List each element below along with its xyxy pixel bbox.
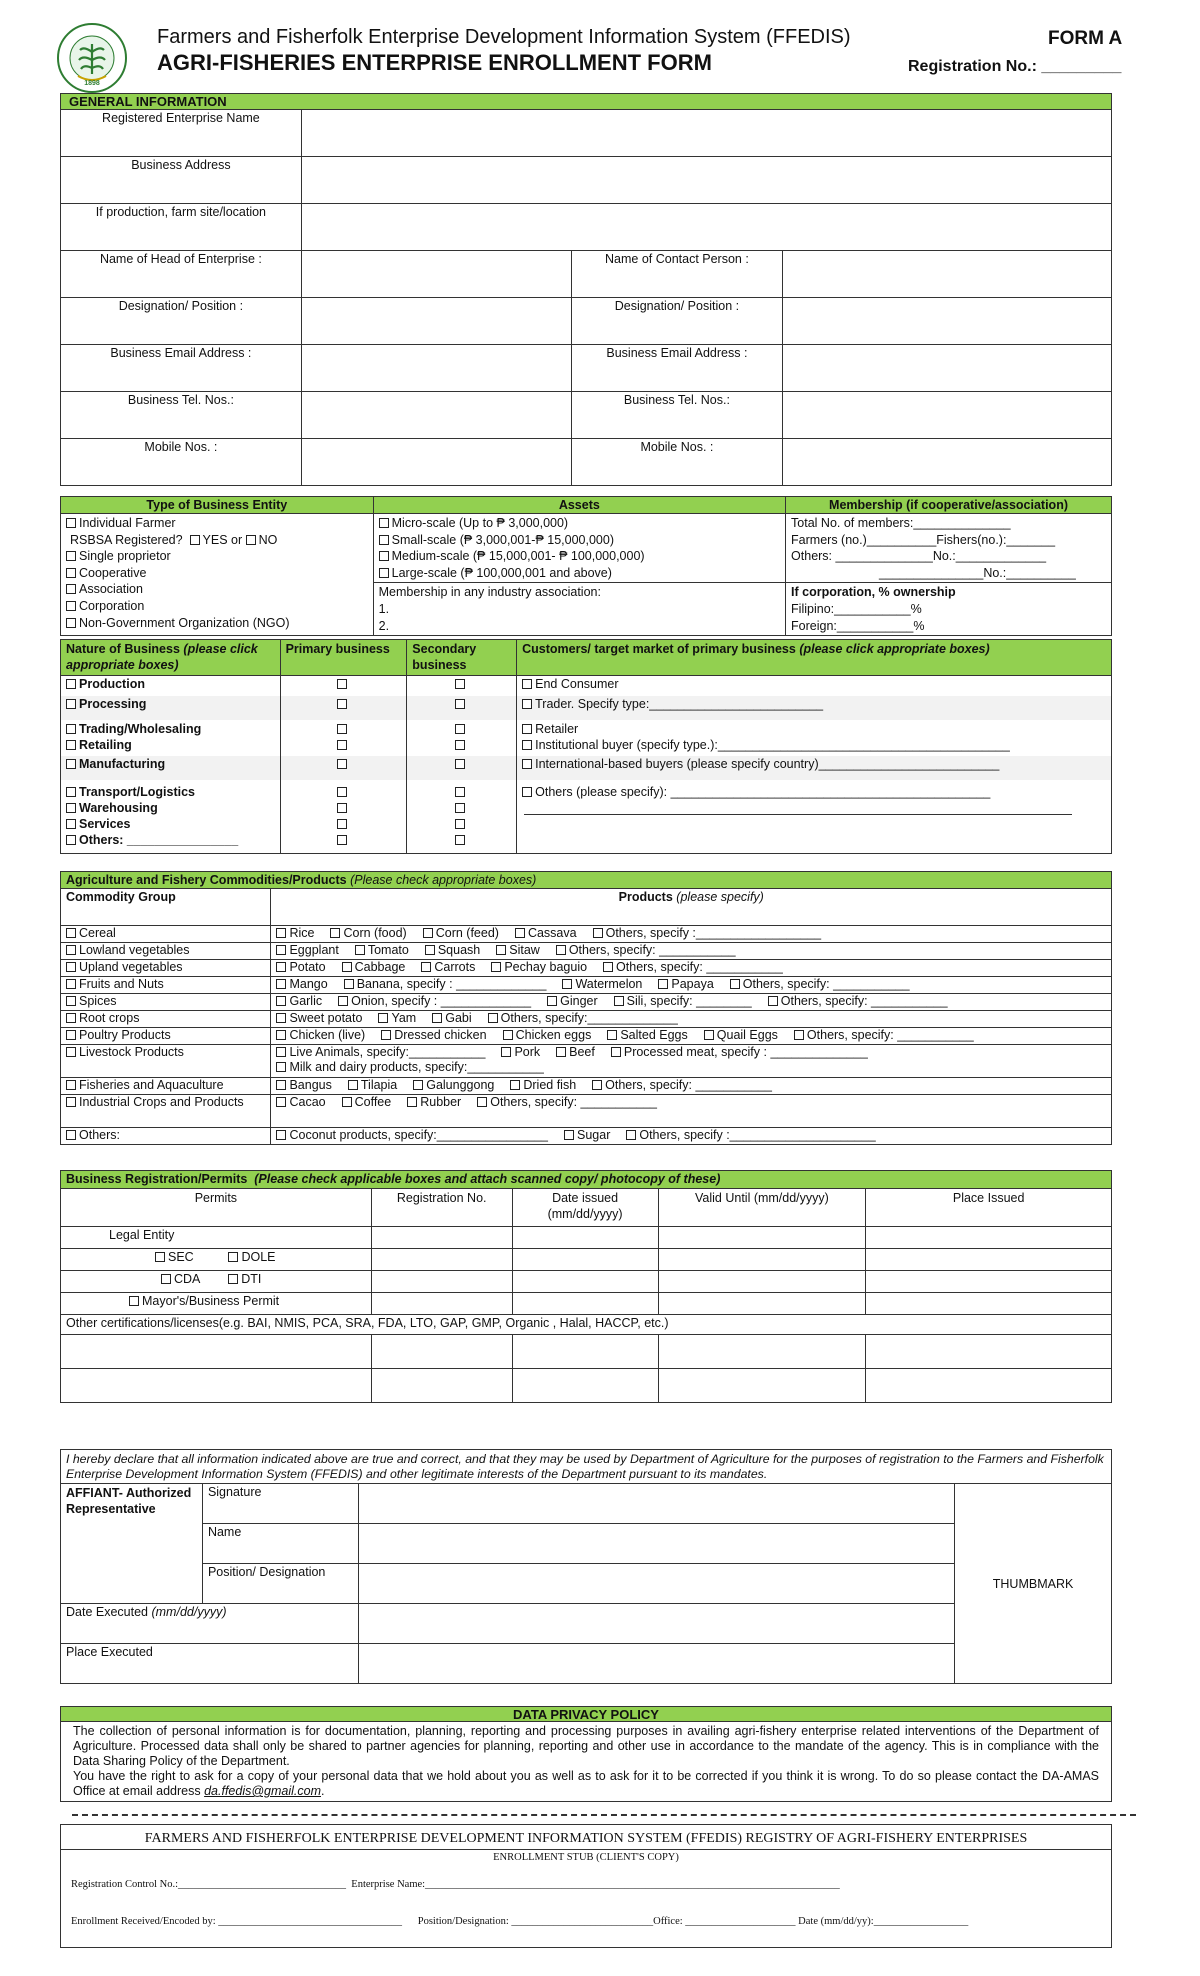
product-option[interactable]: Mango	[276, 977, 327, 991]
product-option[interactable]: Sweet potato	[276, 1011, 362, 1025]
head-designation-label: Designation/ Position :	[61, 298, 302, 345]
corporation-ownership-title: If corporation, % ownership	[791, 585, 956, 600]
product-option[interactable]: Others, specify: ___________	[768, 994, 948, 1008]
contact-email-field[interactable]	[783, 345, 1112, 392]
commodity-products	[271, 994, 1112, 1011]
checkbox-icon[interactable]	[66, 584, 76, 594]
farmers-fishers[interactable]: Farmers (no.)__________Fishers(no.):_______	[791, 532, 1056, 547]
enterprise-name-field[interactable]	[301, 110, 1111, 157]
date-issued-header: Date issued (mm/dd/yyyy)	[512, 1189, 658, 1227]
entity-association[interactable]: Association	[66, 581, 368, 598]
secondary-checkbox[interactable]	[455, 724, 465, 734]
other-cert-field[interactable]	[61, 1335, 372, 1369]
product-option[interactable]: Quail Eggs	[704, 1028, 778, 1042]
customers-title: Customers/ target market of primary business (please click appropriate boxes)	[517, 640, 1112, 676]
position-label: Position/ Designation	[202, 1564, 358, 1604]
product-option[interactable]: Chicken eggs	[503, 1028, 592, 1042]
contact-email-label: Business Email Address :	[571, 345, 783, 392]
valid-until-header: Valid Until (mm/dd/yyyy)	[658, 1189, 866, 1227]
product-option[interactable]: Sili, specify: ________	[614, 994, 752, 1008]
secondary-checkbox[interactable]	[455, 803, 465, 813]
industry-1[interactable]: 1.	[378, 601, 390, 616]
checkbox-icon[interactable]	[379, 518, 389, 528]
checkbox-icon[interactable]	[66, 819, 76, 829]
cda-checkbox[interactable]: CDA	[161, 1272, 200, 1286]
entity-individual-farmer[interactable]: Individual Farmer	[66, 515, 368, 532]
other-cert-reg-field[interactable]	[371, 1335, 512, 1369]
commodity-row	[61, 1045, 1112, 1078]
primary-checkbox[interactable]	[337, 699, 347, 709]
product-option[interactable]: Yam	[378, 1011, 416, 1025]
privacy-section	[60, 1706, 1112, 1802]
commodity-row	[61, 926, 1112, 943]
other-cert-valid-field[interactable]	[658, 1335, 866, 1369]
asset-large[interactable]: Large-scale (₱ 100,000,001 and above)	[379, 565, 780, 582]
commodities-section	[60, 871, 1112, 1145]
nature-title: Nature of Business (please click appropriate boxes)	[61, 640, 281, 676]
product-option[interactable]: Others, specify: ___________	[477, 1095, 657, 1109]
primary-checkbox[interactable]	[337, 679, 347, 689]
product-option[interactable]: Others, specify: ___________	[794, 1028, 974, 1042]
rsbsa-no-checkbox[interactable]	[246, 535, 256, 545]
contact-tel-label: Business Tel. Nos.:	[571, 392, 783, 439]
primary-checkbox[interactable]	[337, 803, 347, 813]
commodity-row	[61, 977, 1112, 994]
form-title: AGRI-FISHERIES ENTERPRISE ENROLLMENT FORM	[157, 50, 712, 75]
asset-medium[interactable]: Medium-scale (₱ 15,000,001- ₱ 100,000,000)	[379, 548, 780, 565]
checkbox-icon[interactable]	[379, 551, 389, 561]
farm-site-field[interactable]	[301, 204, 1111, 251]
checkbox-icon[interactable]	[66, 835, 76, 845]
membership-title: Membership (if cooperative/association)	[786, 497, 1112, 514]
commodity-products	[271, 1128, 1112, 1145]
filipino-ownership[interactable]: Filipino:___________%	[791, 601, 922, 616]
product-option[interactable]: Squash	[425, 943, 480, 957]
product-option[interactable]: Eggplant	[276, 943, 338, 957]
nature-row-production: Production End Consumer	[61, 676, 1112, 696]
registration-control-field[interactable]: Registration Control No.:________________________________	[71, 1879, 347, 1890]
checkbox-icon[interactable]	[522, 759, 532, 769]
permits-section	[60, 1170, 1112, 1403]
registration-number-label: Registration No.: _________	[908, 58, 1122, 75]
affiant-label: AFFIANT- Authorized Representative	[61, 1484, 203, 1604]
product-option[interactable]: Galunggong	[413, 1078, 494, 1092]
head-mobile-field[interactable]	[301, 439, 571, 486]
secondary-checkbox[interactable]	[455, 740, 465, 750]
other-certifications-label: Other certifications/licenses(e.g. BAI, NMIS, PCA, SRA, FDA, LTO, GAP, GMP, Organic , Halal, HACCP, etc.)	[61, 1315, 1112, 1335]
product-option[interactable]: Onion, specify : _____________	[338, 994, 531, 1008]
customer-end-consumer[interactable]: End Consumer	[517, 676, 1112, 696]
commodity-products	[271, 943, 1112, 960]
rsbsa-yes-checkbox[interactable]	[190, 535, 200, 545]
product-option[interactable]: Coffee	[342, 1095, 392, 1109]
entity-ngo[interactable]: Non-Government Organization (NGO)	[66, 615, 368, 632]
checkbox-icon[interactable]	[522, 699, 532, 709]
general-information-section	[60, 93, 1112, 486]
commodity-row	[61, 1011, 1112, 1028]
other-cert-date-field[interactable]	[512, 1335, 658, 1369]
commodity-row	[61, 960, 1112, 977]
customer-institutional[interactable]: Institutional buyer (specify type.):__________________________________________	[522, 737, 1106, 753]
commodity-group[interactable]: Cereal	[61, 926, 271, 943]
product-option[interactable]: Cassava	[515, 926, 577, 940]
contact-designation-label: Designation/ Position :	[571, 298, 783, 345]
product-option[interactable]: Banana, specify : _____________	[344, 977, 547, 991]
other-cert-reg-field[interactable]	[371, 1369, 512, 1403]
checkbox-icon[interactable]	[66, 518, 76, 528]
checkbox-icon[interactable]	[522, 679, 532, 689]
checkbox-icon[interactable]	[66, 551, 76, 561]
sec-dole-row	[61, 1249, 372, 1271]
privacy-title: DATA PRIVACY POLICY	[61, 1707, 1111, 1722]
primary-checkbox[interactable]	[337, 787, 347, 797]
dti-checkbox[interactable]: DTI	[228, 1272, 261, 1286]
contact-mobile-label: Mobile Nos. :	[571, 439, 783, 486]
contact-name-label: Name of Contact Person :	[571, 251, 783, 298]
checkbox-icon[interactable]	[379, 535, 389, 545]
legal-entity-label: Legal Entity	[61, 1227, 372, 1249]
seal-year: 1898	[84, 80, 100, 87]
enterprise-name-label: Registered Enterprise Name	[61, 110, 302, 157]
commodity-products	[271, 926, 1112, 943]
sec-checkbox[interactable]: SEC	[155, 1250, 194, 1264]
date-executed-field[interactable]	[358, 1604, 954, 1644]
others-members[interactable]: Others: ______________No.:_____________	[791, 549, 1047, 564]
commodity-products	[271, 1011, 1112, 1028]
registration-no-header: Registration No.	[371, 1189, 512, 1227]
product-option[interactable]: Carrots	[421, 960, 475, 974]
head-name-label: Name of Head of Enterprise :	[61, 251, 302, 298]
checkbox-icon[interactable]	[66, 568, 76, 578]
encoded-by-field[interactable]: Enrollment Received/Encoded by: ___________________________________	[71, 1916, 402, 1927]
other-cert-date-field[interactable]	[512, 1369, 658, 1403]
head-tel-label: Business Tel. Nos.:	[61, 392, 302, 439]
place-issued-header: Place Issued	[866, 1189, 1112, 1227]
signature-label: Signature	[202, 1484, 358, 1524]
customer-others[interactable]: Others (please specify): ______________________________________________	[522, 784, 1106, 800]
total-members[interactable]: Total No. of members:______________	[791, 516, 1011, 530]
checkbox-icon[interactable]	[66, 724, 76, 734]
contact-designation-field[interactable]	[783, 298, 1112, 345]
commodity-products	[271, 1045, 1112, 1078]
product-option[interactable]: Cabbage	[342, 960, 406, 974]
product-option[interactable]: Sitaw	[496, 943, 540, 957]
commodity-group[interactable]: Industrial Crops and Products	[61, 1095, 271, 1128]
contact-tel-field[interactable]	[783, 392, 1112, 439]
product-option[interactable]: Others, specify: ___________	[592, 1078, 772, 1092]
commodity-group[interactable]: Poultry Products	[61, 1028, 271, 1045]
commodity-group[interactable]: Livestock Products	[61, 1045, 271, 1078]
product-option[interactable]: Potato	[276, 960, 325, 974]
system-name: Farmers and Fisherfolk Enterprise Development Information System (FFEDIS)	[157, 26, 851, 48]
product-option[interactable]: Bangus	[276, 1078, 331, 1092]
contact-mobile-field[interactable]	[783, 439, 1112, 486]
customer-trader[interactable]: Trader. Specify type:_________________________	[517, 696, 1112, 720]
product-option[interactable]: Corn (feed)	[423, 926, 499, 940]
position-field[interactable]	[358, 1564, 954, 1604]
da-seal	[56, 22, 128, 94]
product-option[interactable]: Rubber	[407, 1095, 461, 1109]
product-option[interactable]: Chicken (live)	[276, 1028, 365, 1042]
commodity-row	[61, 1078, 1112, 1095]
checkbox-icon[interactable]	[66, 699, 76, 709]
commodity-row	[61, 943, 1112, 960]
business-entity-section	[60, 496, 1112, 636]
commodity-row	[61, 1028, 1112, 1045]
permits-title: Business Registration/Permits (Please check applicable boxes and attach scanned copy/ photocopy of these)	[61, 1171, 1112, 1189]
product-option[interactable]: Processed meat, specify : ______________	[611, 1045, 868, 1059]
product-option[interactable]: Corn (food)	[330, 926, 406, 940]
nature-row-processing: Processing Trader. Specify type:_________________________	[61, 696, 1112, 720]
industry-membership-label: Membership in any industry association:	[378, 585, 601, 600]
place-executed-field[interactable]	[358, 1644, 954, 1684]
stub-title: FARMERS AND FISHERFOLK ENTERPRISE DEVELOPMENT INFORMATION SYSTEM (FFEDIS) REGISTRY OF AGRI-FISHERY ENTERPRISES	[144, 1831, 1028, 1846]
business-address-label: Business Address	[61, 157, 302, 204]
section-title: GENERAL INFORMATION	[61, 94, 1112, 110]
contact-name-field[interactable]	[783, 251, 1112, 298]
primary-header: Primary business	[280, 640, 407, 676]
nature-row-manufacturing: Manufacturing International-based buyers (please specify country)__________________________	[61, 756, 1112, 780]
commodity-group[interactable]: Upland vegetables	[61, 960, 271, 977]
checkbox-icon[interactable]	[66, 759, 76, 769]
product-option[interactable]: Coconut products, specify:________________	[276, 1128, 548, 1142]
stub-subtitle: ENROLLMENT STUB (CLIENT'S COPY)	[61, 1849, 1111, 1863]
checkbox-icon[interactable]	[522, 724, 532, 734]
secondary-checkbox[interactable]	[455, 699, 465, 709]
privacy-paragraph-1: The collection of personal information is for documentation, planning, reporting and processing purposes in availing agri-fishery enterprise related interventions of the Department of Agriculture. Processed data shall only be shared to partner agencies for planning, reporting and other use in accordance to the mandate of the agency. This is in compliance with the Data Sharing Policy of the Department.	[73, 1724, 1099, 1768]
nature-row-transport: Transport/Logistics Warehousing Services Others: ________________ Others (please specify): ______________________________________________	[61, 780, 1112, 854]
commodity-products	[271, 1028, 1112, 1045]
checkbox-icon[interactable]	[66, 601, 76, 611]
product-option[interactable]: Sugar	[564, 1128, 610, 1142]
commodity-products	[271, 960, 1112, 977]
foreign-ownership[interactable]: Foreign:___________%	[791, 618, 925, 633]
entity-single-proprietor[interactable]: Single proprietor	[66, 548, 368, 565]
product-option[interactable]: Cacao	[276, 1095, 325, 1109]
checkbox-icon[interactable]	[66, 618, 76, 628]
commodity-row	[61, 1128, 1112, 1145]
product-option[interactable]: Others, specify:_____________	[488, 1011, 678, 1025]
commodity-products	[271, 977, 1112, 994]
secondary-checkbox[interactable]	[455, 679, 465, 689]
head-designation-field[interactable]	[301, 298, 571, 345]
product-option[interactable]: Milk and dairy products, specify:___________	[276, 1060, 543, 1074]
products-header: Products (please specify)	[271, 889, 1112, 926]
product-option[interactable]: Dried fish	[510, 1078, 576, 1092]
secondary-checkbox[interactable]	[455, 787, 465, 797]
commodity-row	[61, 1095, 1112, 1128]
nature-row-trading: Trading/Wholesaling Retailing Retailer Institutional buyer (specify type.):__________________________________________	[61, 720, 1112, 756]
assets-title: Assets	[373, 497, 785, 514]
stub-line-2	[61, 1916, 1111, 1927]
date-executed-label: Date Executed (mm/dd/yyyy)	[61, 1604, 359, 1644]
others-members-2[interactable]: _______________No.:__________	[879, 565, 1076, 580]
mayors-permit-checkbox[interactable]: Mayor's/Business Permit	[61, 1293, 372, 1315]
product-option[interactable]: Others, specify: ___________	[556, 943, 736, 957]
checkbox-icon[interactable]	[522, 740, 532, 750]
form-code: FORM A	[1048, 28, 1123, 49]
product-option[interactable]: Pork	[501, 1045, 540, 1059]
secondary-header: Secondary business	[407, 640, 517, 676]
name-label: Name	[202, 1524, 358, 1564]
cut-line	[72, 1814, 1136, 1816]
other-cert-place-field[interactable]	[866, 1335, 1112, 1369]
head-tel-field[interactable]	[301, 392, 571, 439]
entity-corporation[interactable]: Corporation	[66, 598, 368, 615]
product-option[interactable]: Tilapia	[348, 1078, 397, 1092]
other-cert-valid-field[interactable]	[658, 1369, 866, 1403]
commodity-group[interactable]: Others:	[61, 1128, 271, 1145]
checkbox-icon[interactable]	[66, 740, 76, 750]
dole-checkbox[interactable]: DOLE	[228, 1250, 275, 1264]
primary-checkbox[interactable]	[337, 835, 347, 845]
product-option[interactable]: Live Animals, specify:___________	[276, 1045, 485, 1059]
head-name-field[interactable]	[301, 251, 571, 298]
rsbsa-row: RSBSA Registered? YES or NO	[70, 532, 278, 547]
entity-cooperative[interactable]: Cooperative	[66, 565, 368, 582]
commodity-products	[271, 1095, 1112, 1128]
product-option[interactable]: Others, specify: ___________	[603, 960, 783, 974]
head-email-label: Business Email Address :	[61, 345, 302, 392]
stub-line-1	[61, 1879, 1111, 1890]
cda-dti-row	[61, 1271, 372, 1293]
asset-micro[interactable]: Micro-scale (Up to ₱ 3,000,000)	[379, 515, 780, 532]
product-option[interactable]: Beef	[556, 1045, 595, 1059]
place-executed-label: Place Executed	[61, 1644, 359, 1684]
primary-checkbox[interactable]	[337, 759, 347, 769]
privacy-email-link[interactable]: da.ffedis@gmail.com	[204, 1784, 321, 1798]
product-option[interactable]: Dressed chicken	[381, 1028, 486, 1042]
commodity-group[interactable]: Fisheries and Aquaculture	[61, 1078, 271, 1095]
other-cert-field[interactable]	[61, 1369, 372, 1403]
checkbox-icon[interactable]	[379, 568, 389, 578]
product-option[interactable]: Others, specify :_____________________	[626, 1128, 875, 1142]
customer-retailer[interactable]: Retailer	[522, 721, 1106, 737]
permits-header: Permits	[61, 1189, 372, 1227]
product-option[interactable]: Ginger	[547, 994, 598, 1008]
business-address-field[interactable]	[301, 157, 1111, 204]
commodity-group[interactable]: Root crops	[61, 1011, 271, 1028]
name-field[interactable]	[358, 1524, 954, 1564]
checkbox-icon[interactable]	[66, 803, 76, 813]
declaration-section	[60, 1449, 1112, 1684]
commodity-group[interactable]: Spices	[61, 994, 271, 1011]
commodity-group[interactable]: Lowland vegetables	[61, 943, 271, 960]
commodities-title: Agriculture and Fishery Commodities/Products (Please check appropriate boxes)	[61, 872, 1112, 889]
primary-checkbox[interactable]	[337, 724, 347, 734]
checkbox-icon[interactable]	[66, 787, 76, 797]
asset-small[interactable]: Small-scale (₱ 3,000,001-₱ 15,000,000)	[379, 532, 780, 549]
product-option[interactable]: Pechay baguio	[491, 960, 587, 974]
primary-checkbox[interactable]	[337, 819, 347, 829]
commodity-group[interactable]: Fruits and Nuts	[61, 977, 271, 994]
farm-site-label: If production, farm site/location	[61, 204, 302, 251]
signature-field[interactable]	[358, 1484, 954, 1524]
product-option[interactable]: Others, specify :__________________	[593, 926, 821, 940]
stub-position-office-date-field[interactable]: Position/Designation: ___________________________Office: _____________________ Date (mm/dd/yy):__________________	[417, 1916, 969, 1927]
other-cert-place-field[interactable]	[866, 1369, 1112, 1403]
secondary-checkbox[interactable]	[455, 819, 465, 829]
head-email-field[interactable]	[301, 345, 571, 392]
industry-2[interactable]: 2.	[378, 618, 390, 633]
privacy-paragraph-2: You have the right to ask for a copy of your personal data that we hold about you as well as to ask for it to be corrected if you think it is wrong. To do so please contact the DA-AMAS Office at email address da.ffedis@gmail.com.	[73, 1769, 1099, 1798]
product-option[interactable]: Rice	[276, 926, 314, 940]
enrollment-stub	[60, 1824, 1112, 1948]
secondary-checkbox[interactable]	[455, 759, 465, 769]
head-mobile-label: Mobile Nos. :	[61, 439, 302, 486]
product-option[interactable]: Papaya	[658, 977, 713, 991]
declaration-text: I hereby declare that all information indicated above are true and correct, and that they may be used by Department of Agriculture for the purposes of registration to the Farmers and Fisherfolk Enterprise Development Information System (FFEDIS) and other legitimate interests of the Department pursuant to its mandates.	[61, 1450, 1112, 1484]
product-option[interactable]: Gabi	[432, 1011, 471, 1025]
customer-international[interactable]: International-based buyers (please specify country)__________________________	[517, 756, 1112, 780]
commodity-products	[271, 1078, 1112, 1095]
nature-of-business-section	[60, 639, 1112, 854]
product-option[interactable]: Others, specify: ___________	[730, 977, 910, 991]
product-option[interactable]: Watermelon	[562, 977, 642, 991]
checkbox-icon[interactable]	[522, 787, 532, 797]
primary-checkbox[interactable]	[337, 740, 347, 750]
thumbmark-box[interactable]: THUMBMARK	[992, 1576, 1074, 1591]
commodity-row	[61, 994, 1112, 1011]
stub-enterprise-name-field[interactable]: Enterprise Name:_______________________________________________________________________________	[351, 1879, 840, 1890]
entity-type-title: Type of Business Entity	[61, 497, 374, 514]
product-option[interactable]: Tomato	[355, 943, 409, 957]
commodity-group-header: Commodity Group	[61, 889, 271, 926]
checkbox-icon[interactable]	[66, 679, 76, 689]
product-option[interactable]: Garlic	[276, 994, 322, 1008]
customer-others-line[interactable]	[524, 800, 1072, 815]
secondary-checkbox[interactable]	[455, 835, 465, 845]
product-option[interactable]: Salted Eggs	[607, 1028, 687, 1042]
